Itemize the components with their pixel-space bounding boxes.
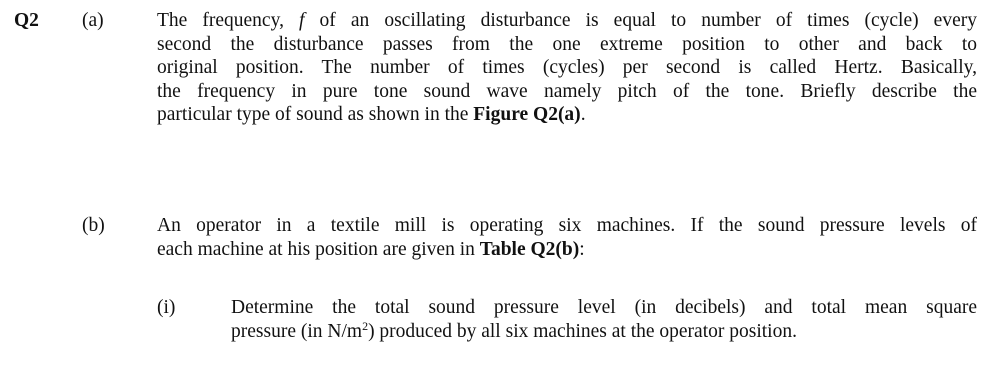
frequency-symbol: f bbox=[299, 10, 305, 31]
part-b-line-2: each machine at his position are given in Table Q2(b): bbox=[157, 238, 585, 260]
table-reference: Table Q2(b) bbox=[479, 238, 580, 260]
sub-part-i-line-1: Determine the total sound pressure level (in decibels) and total mean square bbox=[231, 297, 977, 318]
part-b-paragraph bbox=[157, 214, 977, 261]
part-a-label: (a) bbox=[82, 10, 104, 31]
part-a-paragraph bbox=[157, 9, 977, 127]
part-a-line-5: particular type of sound as shown in the Figure Q2(a). bbox=[157, 104, 586, 125]
sub-part-i-line-2: pressure (in $N/m^2$) produced by all six machines at the operator position. bbox=[231, 318, 797, 342]
part-a-line-1: The frequency, f of an oscillating disturbance is equal to number of times (cycle) every bbox=[157, 10, 977, 31]
question-number: Q2 bbox=[14, 10, 39, 31]
sub-part-i-paragraph bbox=[231, 296, 977, 343]
figure-reference: Figure Q2(a) bbox=[473, 104, 581, 125]
part-a-line-2: second the disturbance passes from the one extreme position to other and back to bbox=[157, 33, 977, 55]
squared-superscript: 2 bbox=[362, 318, 369, 333]
part-a-line-4: the frequency in pure tone sound wave namely pitch of the tone. Briefly describe the bbox=[157, 80, 977, 102]
part-b-line-1: An operator in a textile mill is operating six machines. If the sound pressure levels of bbox=[157, 215, 977, 236]
part-b-label: (b) bbox=[82, 215, 105, 236]
part-a-line-3: original position. The number of times (cycles) per second is called Hertz. Basically, bbox=[157, 57, 977, 78]
sub-part-i-label: (i) bbox=[157, 297, 176, 318]
